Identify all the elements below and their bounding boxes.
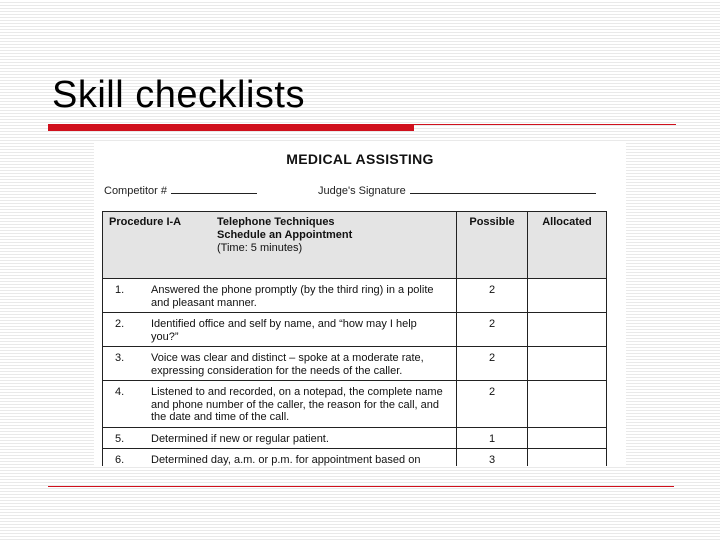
judge-signature-blank bbox=[410, 183, 596, 194]
item-possible: 2 bbox=[457, 279, 528, 313]
item-allocated bbox=[528, 381, 607, 428]
item-possible: 3 bbox=[457, 449, 528, 467]
competitor-blank bbox=[171, 183, 257, 194]
item-text: Determined day, a.m. or p.m. for appointment based on bbox=[151, 454, 421, 466]
item-text: Answered the phone promptly (by the third ring) in a polite and pleasant manner. bbox=[151, 284, 434, 309]
procedure-time: (Time: 5 minutes) bbox=[217, 242, 303, 254]
item-number: 5. bbox=[115, 432, 125, 445]
item-possible: 2 bbox=[457, 347, 528, 381]
item-text: Determined if new or regular patient. bbox=[151, 432, 329, 445]
table-row bbox=[103, 347, 607, 381]
competitor-field bbox=[104, 183, 257, 197]
item-text: Listened to and recorded, on a notepad, the complete name and phone number of the caller, the reason for the call, and the date and time of the call. bbox=[151, 386, 443, 423]
possible-column-header: Possible bbox=[457, 212, 528, 279]
item-number: 4. bbox=[115, 386, 125, 398]
title-underline-accent bbox=[48, 124, 414, 131]
table-header-row bbox=[103, 212, 607, 279]
slide-title: Skill checklists bbox=[52, 74, 305, 116]
item-text: Identified office and self by name, and “how may I help you?” bbox=[151, 318, 417, 343]
item-possible: 1 bbox=[457, 427, 528, 449]
item-allocated bbox=[528, 427, 607, 449]
table-row bbox=[103, 279, 607, 313]
item-allocated bbox=[528, 449, 607, 467]
item-allocated bbox=[528, 279, 607, 313]
table-row bbox=[103, 449, 607, 467]
item-allocated bbox=[528, 347, 607, 381]
table-row bbox=[103, 381, 607, 428]
table-row bbox=[103, 313, 607, 347]
document-heading: MEDICAL ASSISTING bbox=[286, 151, 434, 167]
judge-signature-label: Judge's Signature bbox=[318, 185, 406, 197]
judge-signature-field bbox=[318, 183, 596, 197]
procedure-title-2: Schedule an Appointment bbox=[217, 229, 353, 241]
checklist-document-image bbox=[94, 143, 626, 466]
item-number: 1. bbox=[115, 284, 125, 296]
item-allocated bbox=[528, 313, 607, 347]
footer-rule bbox=[48, 486, 674, 487]
item-number: 3. bbox=[115, 352, 125, 364]
item-possible: 2 bbox=[457, 381, 528, 428]
competitor-label: Competitor # bbox=[104, 185, 167, 197]
allocated-column-header: Allocated bbox=[528, 212, 607, 279]
item-possible: 2 bbox=[457, 313, 528, 347]
title-underline-rule bbox=[414, 124, 676, 125]
procedure-header-cell bbox=[103, 212, 457, 279]
item-text: Voice was clear and distinct – spoke at a moderate rate, expressing consideration for the needs of the caller. bbox=[151, 352, 424, 377]
procedure-id: Procedure I-A bbox=[109, 216, 182, 228]
item-number: 6. bbox=[115, 454, 125, 466]
procedure-title-1: Telephone Techniques bbox=[217, 216, 335, 228]
item-number: 2. bbox=[115, 318, 125, 330]
checklist-table bbox=[102, 211, 607, 466]
table-row bbox=[103, 427, 607, 449]
